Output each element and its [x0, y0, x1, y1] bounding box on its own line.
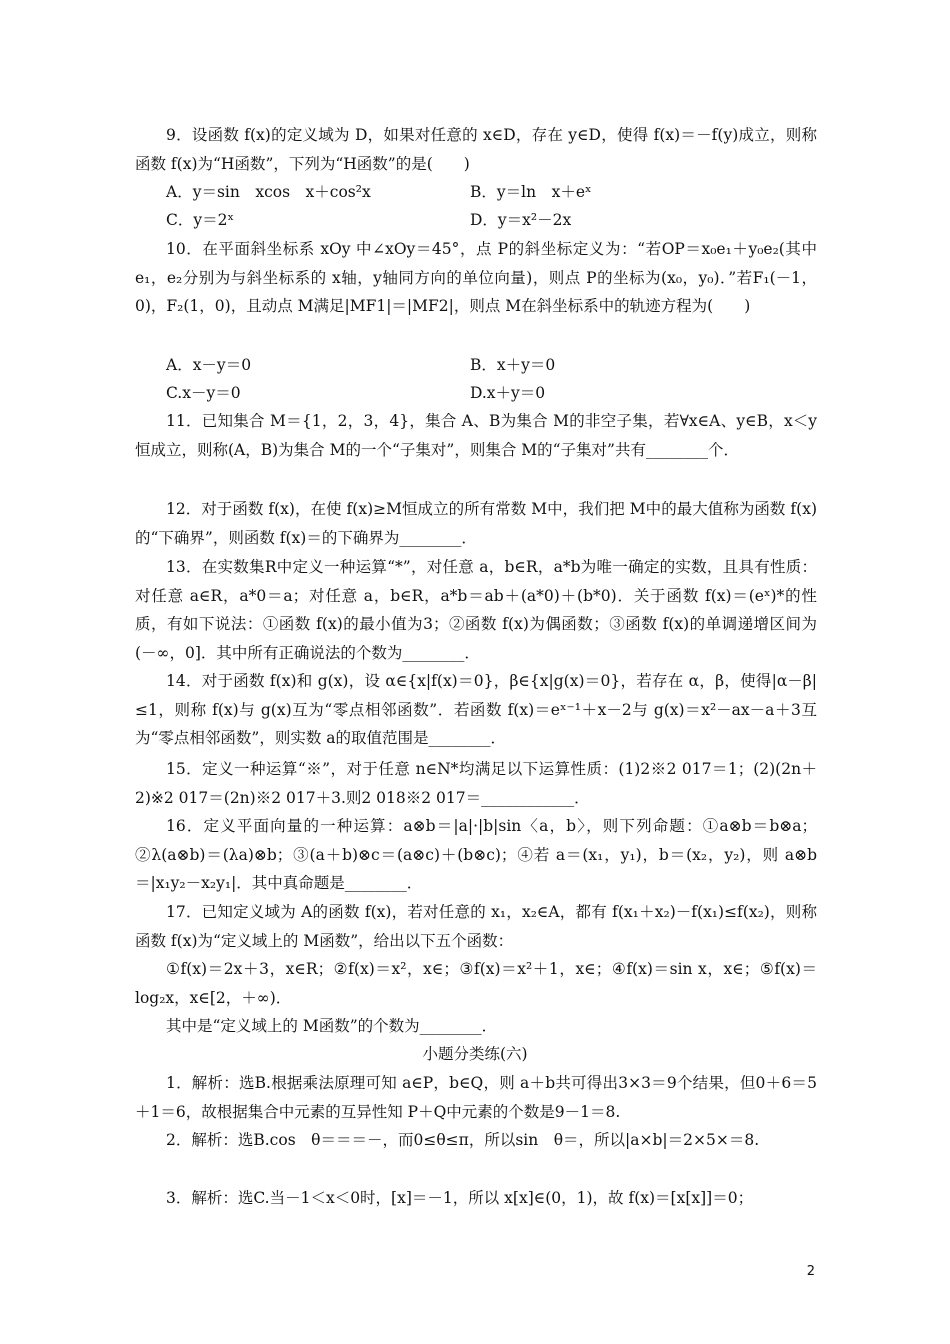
question-17-tail: 其中是“定义域上的 M函数”的个数为________．: [166, 1017, 498, 1035]
question-17-stem: 17．已知定义域为 A的函数 f(x)，若对任意的 x₁，x₂∈A，都有 f(x₁＋x₂)－f(x₁)≤f(x₂)，则称函数 f(x)为“定义域上的 M函数”，给出以下五个函数：: [135, 903, 817, 950]
q10-option-a: A．x－y＝0: [166, 356, 252, 374]
q10-option-c: C.x－y＝0: [166, 384, 241, 402]
question-14: 14．对于函数 f(x)和 g(x)，设 α∈{x|f(x)＝0}，β∈{x|g(x)＝0}，若存在 α，β，使得|α－β|≤1，则称 f(x)与 g(x)互为“零点相邻函数”．若函数 f(x)＝eˣ⁻¹＋x－2与 g(x)＝x²－ax－a＋3互为“零点相邻函数”，则实数 a的取值范围是________．: [135, 672, 817, 748]
answer-3: 3．解析：选C.当－1＜x＜0时，[x]＝－1，所以 x[x]∈(0，1)，故 f(x)＝[x[x]]＝0；: [166, 1189, 754, 1207]
question-10-stem: 10．在平面斜坐标系 xOy 中∠xOy＝45°，点 P的斜坐标定义为：“若OP＝x₀e₁＋y₀e₂(其中 e₁，e₂分别为与斜坐标系的 x轴，y轴同方向的单位向量)，则点 P的坐标为(x₀，y₀)．”若F₁(－1，0)，F₂(1，0)，且动点 M满足|MF1|＝|MF2|，则点 M在斜坐标系中的轨迹方程为( ): [135, 240, 817, 316]
q9-option-c: C．y＝2ˣ: [166, 211, 235, 229]
section-heading: 小题分类练(六): [422, 1045, 528, 1063]
question-16: 16．定义平面向量的一种运算：a⊗b＝|a|·|b|sin〈a，b〉，则下列命题：①a⊗b＝b⊗a；②λ(a⊗b)＝(λa)⊗b；③(a＋b)⊗c＝(a⊗c)＋(b⊗c)；④若 a＝(x₁，y₁)，b＝(x₂，y₂)，则 a⊗b＝|x₁y₂－x₂y₁|．其中真命题是________．: [135, 817, 817, 893]
q10-option-b: B．x＋y＝0: [470, 356, 556, 374]
question-15: 15．定义一种运算“※”，对于任意 n∈N*均满足以下运算性质：(1)2※2 017＝1；(2)(2n＋2)※2 017＝(2n)※2 017＋3.则2 018※2 017＝____________．: [135, 760, 817, 807]
question-13: 13．在实数集R中定义一种运算“*”，对任意 a，b∈R，a*b为唯一确定的实数，且具有性质：对任意 a∈R，a*0＝a；对任意 a，b∈R，a*b＝ab＋(a*0)＋(b*0)．关于函数 f(x)＝(eˣ)*的性质，有如下说法：①函数 f(x)的最小值为3；②函数 f(x)为偶函数；③函数 f(x)的单调递增区间为(－∞，0]．其中所有正确说法的个数为________．: [135, 558, 817, 662]
question-17-functions: ①f(x)＝2x＋3，x∈R；②f(x)＝x²，x∈；③f(x)＝x²＋1，x∈；④f(x)＝sin x，x∈；⑤f(x)＝log₂x，x∈[2，＋∞)．: [135, 960, 817, 1007]
question-12: 12．对于函数 f(x)，在使 f(x)≥M恒成立的所有常数 M中，我们把 M中的最大值称为函数 f(x)的“下确界”，则函数 f(x)＝的下确界为________．: [135, 500, 817, 547]
q9-option-b: B．y＝ln x＋eˣ: [470, 183, 592, 201]
answer-2: 2．解析：选B.cos θ＝＝＝－，而0≤θ≤π，所以sin θ＝，所以|a×b|＝2×5×＝8.: [166, 1131, 760, 1149]
question-9-stem: 9．设函数 f(x)的定义域为 D，如果对任意的 x∈D，存在 y∈D，使得 f(x)＝－f(y)成立，则称函数 f(x)为“H函数”，下列为“H函数”的是( ): [135, 126, 817, 173]
q10-option-d: D.x＋y＝0: [470, 384, 546, 402]
question-11: 11．已知集合 M＝{1，2，3，4}，集合 A、B为集合 M的非空子集，若∀x∈A、y∈B，x＜y恒成立，则称(A，B)为集合 M的一个“子集对”，则集合 M的“子集对”共有________个．: [135, 412, 817, 459]
q9-option-a: A．y＝sin xcos x＋cos²x: [166, 183, 371, 201]
page-number: 2: [806, 1264, 815, 1279]
answer-1: 1．解析：选B.根据乘法原理可知 a∈P，b∈Q，则 a＋b共可得出3×3＝9个结果，但0＋6＝5＋1＝6，故根据集合中元素的互异性知 P＋Q中元素的个数是9－1＝8.: [135, 1074, 817, 1121]
q9-option-d: D．y＝x²－2x: [470, 211, 572, 229]
